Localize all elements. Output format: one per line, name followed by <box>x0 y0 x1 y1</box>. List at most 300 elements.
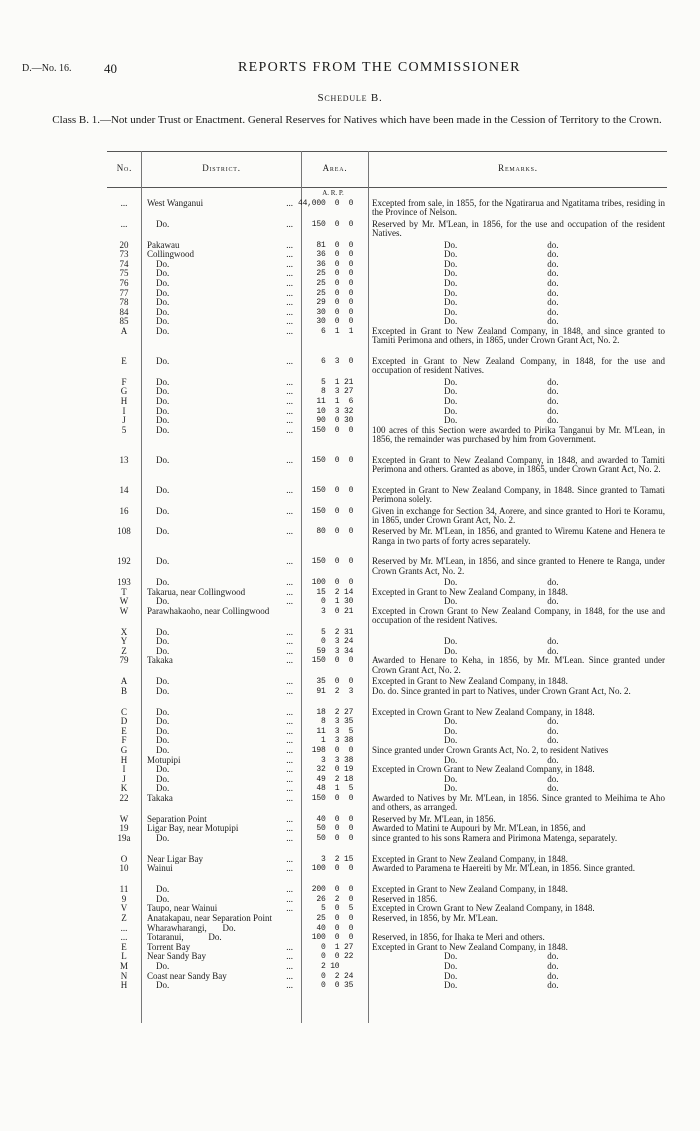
table-row <box>0 775 700 785</box>
row-number: 10 <box>119 863 129 874</box>
row-number: Z <box>121 645 127 656</box>
row-number: H <box>120 754 128 765</box>
row-number: G <box>120 745 128 756</box>
leader-dots: ... <box>286 298 293 308</box>
row-district <box>147 717 297 726</box>
district-name: Takarua, near Collingwood <box>147 587 246 597</box>
row-area: 150 0 0 <box>298 219 354 229</box>
page-number: 40 <box>104 61 117 76</box>
row-remarks: Do. do. <box>444 951 559 962</box>
row-area: 3 2 15 <box>298 854 354 864</box>
row-district <box>147 775 297 784</box>
row-area: 150 0 0 <box>298 656 354 666</box>
row-number: 13 <box>119 454 129 465</box>
row-district <box>147 426 297 435</box>
row-number: ... <box>120 932 128 943</box>
column-header-district: District. <box>202 163 241 173</box>
district-name: West Wanganui <box>147 199 204 208</box>
row-district <box>147 647 297 656</box>
table-row <box>0 260 700 270</box>
table-top-rule <box>107 151 667 152</box>
row-district <box>147 578 297 587</box>
row-area: 29 0 0 <box>298 298 354 308</box>
district-name: Separation Point <box>147 814 207 824</box>
leader-dots: ... <box>286 981 293 991</box>
table-row <box>0 895 700 905</box>
row-district <box>147 317 297 326</box>
row-number: A <box>120 325 128 336</box>
row-remarks: Do. do. <box>444 636 559 647</box>
row-area: 100 0 0 <box>298 864 354 874</box>
leader-dots: ... <box>286 597 293 607</box>
row-district <box>147 387 297 396</box>
table-row <box>0 687 700 708</box>
district-name: Do. <box>147 307 170 317</box>
row-area: 50 0 0 <box>298 833 354 843</box>
leader-dots: ... <box>286 824 293 834</box>
leader-dots: ... <box>286 455 293 465</box>
district-name: Do. <box>147 527 170 537</box>
district-name: Anatakapau, near Separation Point <box>147 913 272 923</box>
row-remarks: Do. do. <box>444 773 559 784</box>
district-name: Do. <box>147 269 170 279</box>
leader-dots: ... <box>286 269 293 279</box>
leader-dots: ... <box>286 707 293 717</box>
row-remarks: Do. do. <box>444 596 559 607</box>
row-area: 5 1 21 <box>298 377 354 387</box>
row-remarks: Do. do. <box>444 239 559 250</box>
leader-dots: ... <box>286 774 293 784</box>
leader-dots: ... <box>286 278 293 288</box>
row-district <box>147 972 297 981</box>
row-remarks: Excepted in Crown Grant to New Zealand Company, in 1848. <box>372 903 595 914</box>
row-area: 5 2 31 <box>298 627 354 637</box>
row-area: 150 0 0 <box>298 455 354 465</box>
row-district <box>147 885 297 894</box>
row-remarks: Do. do. <box>444 297 559 308</box>
row-remarks: Do. do. <box>444 754 559 765</box>
leader-dots: ... <box>286 240 293 250</box>
row-district <box>147 250 297 259</box>
row-district <box>147 416 297 425</box>
row-district <box>147 895 297 904</box>
row-district <box>147 486 297 495</box>
district-name: Do. <box>147 288 170 298</box>
row-district <box>147 914 297 923</box>
row-number: Y <box>120 636 128 647</box>
table-row <box>0 397 700 407</box>
row-area: 49 2 18 <box>298 774 354 784</box>
page-header <box>0 60 700 80</box>
district-name: Do. <box>147 506 170 516</box>
row-number: 11 <box>119 884 129 895</box>
district-name: Do. <box>147 485 170 495</box>
row-district <box>147 241 297 250</box>
row-district <box>147 904 297 913</box>
row-remarks: Do. do. <box>444 316 559 327</box>
row-area: 150 0 0 <box>298 485 354 495</box>
row-area: 150 0 0 <box>298 557 354 567</box>
leader-dots: ... <box>286 833 293 843</box>
leader-dots: ... <box>286 686 293 696</box>
row-remarks: Do. do. <box>444 287 559 298</box>
row-district <box>147 220 297 229</box>
table-row <box>0 486 700 507</box>
table-row <box>0 924 700 934</box>
row-remarks: Excepted in Crown Grant to New Zealand Company, in 1848. <box>372 764 595 775</box>
row-district <box>147 298 297 307</box>
row-area: 0 1 30 <box>298 597 354 607</box>
table-row <box>0 727 700 737</box>
row-remarks: Given in exchange for Section 34, Aorere, and since granted to Hori te Koramu, in 1865, under Crown Grant Act, No. 2. <box>372 505 665 525</box>
row-number: 19a <box>117 832 131 843</box>
row-district <box>147 557 297 566</box>
row-number: I <box>122 764 126 775</box>
district-name: Do. <box>147 961 170 971</box>
table-row <box>0 656 700 677</box>
row-number: 79 <box>119 655 129 666</box>
row-district <box>147 397 297 406</box>
row-area: 0 1 27 <box>298 942 354 952</box>
leader-dots: ... <box>286 646 293 656</box>
leader-dots: ... <box>286 557 293 567</box>
row-remarks: Reserved, in 1856, by Mr. M'Lean. <box>372 912 498 923</box>
row-remarks: Since granted under Crown Grants Act, No. 2, to resident Natives <box>372 745 609 756</box>
row-area: 36 0 0 <box>298 259 354 269</box>
row-area: 10 3 32 <box>298 406 354 416</box>
district-name: Do. <box>147 387 170 397</box>
district-name: Do. <box>147 726 170 736</box>
district-name: Do. <box>147 317 170 327</box>
row-area: 100 0 0 <box>298 933 354 943</box>
table-row <box>0 308 700 318</box>
row-number: V <box>120 903 128 914</box>
table-row <box>0 981 700 991</box>
district-name: Do. <box>147 784 170 794</box>
district-name: Do. <box>147 356 170 366</box>
row-remarks: Awarded to Matini te Aupouri by Mr. M'Lean, in 1856, and <box>372 823 586 834</box>
leader-dots: ... <box>286 971 293 981</box>
leader-dots: ... <box>286 527 293 537</box>
row-remarks: Excepted in Grant to New Zealand Company, in 1848, and awarded to Tamiti Perimona and others. Granted as above, in 1865, under Crown Grant Act, No. 2. <box>372 454 665 474</box>
row-remarks: Do. do. <box>444 376 559 387</box>
district-name: Do. <box>147 278 170 288</box>
leader-dots: ... <box>286 784 293 794</box>
row-number: J <box>122 415 126 426</box>
row-district <box>147 527 297 536</box>
row-number: L <box>121 951 127 962</box>
row-remarks: Do. do. <box>444 970 559 981</box>
row-remarks: Excepted in Grant to New Zealand Company, in 1848, for the use and occupation of resident Natives. <box>372 355 665 376</box>
table-row <box>0 864 700 885</box>
table-row <box>0 815 700 825</box>
table-row <box>0 746 700 756</box>
row-number: ... <box>120 922 128 933</box>
row-district <box>147 628 297 637</box>
leader-dots: ... <box>286 942 293 952</box>
table-row <box>0 914 700 924</box>
table-row <box>0 588 700 598</box>
row-number: H <box>120 980 128 991</box>
row-number: 20 <box>119 239 129 250</box>
row-district <box>147 824 297 833</box>
leader-dots: ... <box>286 259 293 269</box>
row-district <box>147 815 297 824</box>
district-name: Pakawau <box>147 240 180 250</box>
leader-dots: ... <box>286 717 293 727</box>
row-district <box>147 924 297 933</box>
leader-dots: ... <box>286 288 293 298</box>
row-number: N <box>120 970 128 981</box>
row-number: ... <box>120 218 128 229</box>
row-number: I <box>122 405 126 416</box>
row-district <box>147 784 297 793</box>
row-number: 16 <box>119 505 129 516</box>
row-area: 1 3 38 <box>298 736 354 746</box>
row-remarks: 100 acres of this Section were awarded to Pirika Tanganui by Mr. M'Lean, in 1856, the remainder was purchased by him from Government. <box>372 424 665 444</box>
table-row <box>0 387 700 397</box>
leader-dots: ... <box>286 746 293 756</box>
leader-dots: ... <box>286 885 293 895</box>
row-district <box>147 981 297 990</box>
row-district <box>147 289 297 298</box>
row-number: 77 <box>119 287 129 298</box>
row-district <box>147 855 297 864</box>
row-area: 11 1 6 <box>298 396 354 406</box>
leader-dots: ... <box>286 904 293 914</box>
row-remarks: Awarded to Natives by Mr. M'Lean, in 1856. Since granted to Meihima te Aho and others, as arranged. <box>372 792 665 813</box>
district-name: Takaka <box>147 656 173 666</box>
row-remarks: Excepted in Grant to New Zealand Company, in 1848. <box>372 941 568 952</box>
row-area: 40 0 0 <box>298 814 354 824</box>
leader-dots: ... <box>286 736 293 746</box>
district-name: Do. <box>147 597 170 607</box>
row-district <box>147 727 297 736</box>
leader-dots: ... <box>286 864 293 874</box>
row-area: 90 0 30 <box>298 416 354 426</box>
leader-dots: ... <box>286 793 293 803</box>
district-name: Do. <box>147 646 170 656</box>
district-name: Do. <box>147 425 170 435</box>
row-remarks: Excepted in Grant to New Zealand Company, in 1848. Since granted to Tamati Perimona solely. <box>372 484 665 504</box>
leader-dots: ... <box>286 952 293 962</box>
leader-dots: ... <box>286 425 293 435</box>
row-number: 74 <box>119 258 129 269</box>
table-row <box>0 426 700 456</box>
row-area: 0 0 22 <box>298 952 354 962</box>
row-district <box>147 327 297 336</box>
row-remarks: since granted to his sons Ramera and Pirimona Matenga, separately. <box>372 832 618 843</box>
row-number: 22 <box>119 792 129 803</box>
row-remarks: Do. do. <box>444 980 559 991</box>
row-remarks: Excepted from sale, in 1855, for the Ngatirarua and Ngatitama tribes, residing in the Province of Nelson. <box>372 198 665 218</box>
district-name: Do. <box>147 578 170 588</box>
row-number: O <box>120 853 128 864</box>
district-name: Wainui <box>147 864 173 874</box>
row-area: 0 3 24 <box>298 637 354 647</box>
row-district <box>147 794 297 803</box>
leader-dots: ... <box>286 755 293 765</box>
row-remarks: Do. do. <box>444 960 559 971</box>
table-row <box>0 527 700 557</box>
row-district <box>147 952 297 961</box>
row-area: 150 0 0 <box>298 506 354 516</box>
row-district <box>147 597 297 606</box>
row-remarks: Do. do. <box>444 277 559 288</box>
leader-dots: ... <box>286 199 293 208</box>
row-district <box>147 943 297 952</box>
table-row <box>0 765 700 775</box>
row-district <box>147 378 297 387</box>
row-number: 84 <box>119 306 129 317</box>
district-name: Taupo, near Wainui <box>147 904 218 914</box>
row-number: 192 <box>117 556 131 567</box>
leader-dots: ... <box>286 637 293 647</box>
row-remarks: Do. do. <box>444 577 559 588</box>
row-district <box>147 834 297 843</box>
row-area: 8 3 27 <box>298 387 354 397</box>
table-row <box>0 407 700 417</box>
row-district <box>147 637 297 646</box>
row-area: 11 3 5 <box>298 726 354 736</box>
row-remarks: Reserved by Mr. M'Lean, in 1856, for the use and occupation of the resident Natives. <box>372 218 665 238</box>
row-remarks: Reserved, in 1856, for Ihaka te Meri and others. <box>372 932 545 943</box>
row-number: G <box>120 386 128 397</box>
district-name: Near Ligar Bay <box>147 854 203 864</box>
leader-dots: ... <box>286 387 293 397</box>
table-row <box>0 357 700 378</box>
row-number: C <box>120 706 127 717</box>
district-name: Takaka <box>147 793 173 803</box>
row-remarks: Excepted in Grant to New Zealand Company, in 1848. <box>372 676 568 687</box>
row-area: 150 0 0 <box>298 793 354 803</box>
table-row <box>0 456 700 486</box>
row-remarks: Awarded to Henare to Keha, in 1856, by Mr. M'Lean. Since granted under Crown Grant Act, No. 2. <box>372 655 665 675</box>
leader-dots: ... <box>286 961 293 971</box>
row-number: E <box>121 725 127 736</box>
row-number: 193 <box>117 577 131 588</box>
row-district <box>147 933 297 942</box>
table-row <box>0 834 700 855</box>
district-name: Totaranui, Do. <box>147 933 222 943</box>
column-header-no: No. <box>116 163 133 173</box>
table-row <box>0 378 700 388</box>
leader-dots: ... <box>286 317 293 327</box>
row-area: 6 3 0 <box>298 356 354 366</box>
row-remarks: Excepted in Grant to New Zealand Company, in 1848, and since granted to Tamiti Perimona and others, in 1865, under Crown Grant Act, No. 2. <box>372 325 665 346</box>
row-district <box>147 588 297 597</box>
column-header-area: Area. <box>322 163 348 173</box>
table-row <box>0 933 700 943</box>
table-row <box>0 607 700 628</box>
row-area: 25 0 0 <box>298 269 354 279</box>
table-row <box>0 578 700 588</box>
row-number: T <box>121 586 127 597</box>
row-district <box>147 407 297 416</box>
row-district <box>147 656 297 665</box>
district-name: Do. <box>147 396 170 406</box>
row-number: F <box>121 376 127 387</box>
leader-dots: ... <box>286 356 293 366</box>
district-name: Do. <box>147 774 170 784</box>
row-number: K <box>120 783 128 794</box>
district-name: Do. <box>147 326 170 336</box>
row-district <box>147 736 297 745</box>
row-number: W <box>119 605 129 616</box>
row-number: X <box>120 626 128 637</box>
district-name: Do. <box>147 885 170 895</box>
row-area: 15 2 14 <box>298 587 354 597</box>
leader-dots: ... <box>286 396 293 406</box>
row-area: 25 0 0 <box>298 913 354 923</box>
leader-dots: ... <box>286 250 293 260</box>
row-area: 0 2 24 <box>298 971 354 981</box>
row-number: W <box>119 813 129 824</box>
table-row <box>0 220 700 241</box>
row-area: 198 0 0 <box>298 746 354 756</box>
table-row <box>0 952 700 962</box>
row-number: 19 <box>119 823 129 834</box>
district-name: Collingwood <box>147 250 195 260</box>
row-remarks: Do. do. <box>444 249 559 260</box>
row-number: M <box>119 960 128 971</box>
leader-dots: ... <box>286 765 293 775</box>
leader-dots: ... <box>286 406 293 416</box>
row-area: 3 3 38 <box>298 755 354 765</box>
row-area: 3 0 21 <box>298 606 354 616</box>
row-remarks: Excepted in Grant to New Zealand Company, in 1848. <box>372 586 568 597</box>
row-number: W <box>119 596 129 607</box>
row-remarks: Do. do. <box>444 645 559 656</box>
district-name: Do. <box>147 557 170 567</box>
row-area: 48 1 5 <box>298 784 354 794</box>
leader-dots: ... <box>286 854 293 864</box>
page-title: REPORTS FROM THE COMMISSIONER <box>238 60 521 75</box>
leader-dots: ... <box>286 377 293 387</box>
leader-dots: ... <box>286 656 293 666</box>
row-area: 18 2 27 <box>298 707 354 717</box>
row-district <box>147 260 297 269</box>
row-remarks: Do. do. <box>444 258 559 269</box>
table-row <box>0 717 700 727</box>
row-number: 108 <box>117 526 131 537</box>
row-district <box>147 708 297 717</box>
row-number: J <box>122 773 126 784</box>
row-area: 35 0 0 <box>298 677 354 687</box>
leader-dots: ... <box>286 326 293 336</box>
row-area: 81 0 0 <box>298 240 354 250</box>
row-remarks: Do. do. <box>444 725 559 736</box>
row-district <box>147 746 297 755</box>
district-name: Motupipi <box>147 755 181 765</box>
row-area: 32 0 19 <box>298 765 354 775</box>
district-name: Do. <box>147 406 170 416</box>
row-area: 25 0 0 <box>298 278 354 288</box>
row-area: 25 0 0 <box>298 288 354 298</box>
table-row <box>0 199 700 220</box>
row-district <box>147 687 297 696</box>
row-area: 8 3 35 <box>298 717 354 727</box>
district-name: Do. <box>147 219 170 229</box>
district-name: Do. <box>147 455 170 465</box>
district-name: Do. <box>147 377 170 387</box>
row-remarks: Excepted in Crown Grant to New Zealand Company, in 1848. <box>372 706 595 717</box>
row-remarks: Do. do. <box>444 268 559 279</box>
row-number: A <box>120 676 128 687</box>
row-number: E <box>121 355 127 366</box>
table-row <box>0 327 700 357</box>
row-remarks: Do. do. <box>444 306 559 317</box>
